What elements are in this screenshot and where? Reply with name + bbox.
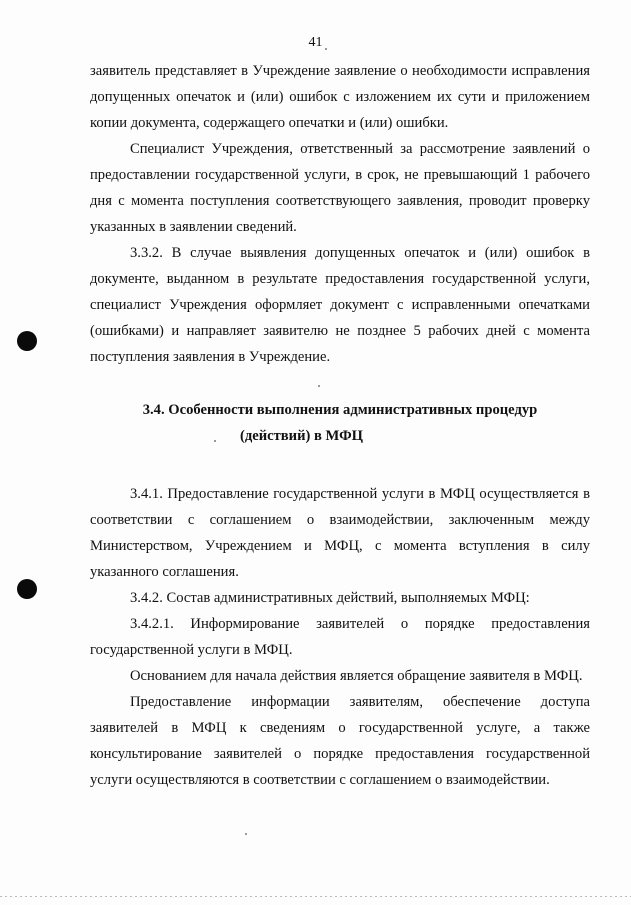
paragraph-continuation: заявитель представляет в Учреждение заявление о необходимости исправления допущенных опечаток и (или) ошибок с изложением их сути и приложением копии документа, содержащего опечатки и (или) ошибки.: [90, 63, 590, 131]
paragraph-basis: Основанием для начала действия является обращение заявителя в МФЦ.: [130, 668, 583, 684]
paragraph-provision: Предоставление информации заявителям, обеспечение доступа заявителей в МФЦ к сведениям о государственной услуге, а также консультирование заявителей о порядке предоставления государственной услуги осуществляются в соответствии с соглашением о взаимодействии.: [90, 694, 590, 788]
scan-speck: [325, 48, 327, 50]
scan-speck: [318, 385, 320, 387]
section-heading-line-2: (действий) в МФЦ: [240, 428, 363, 444]
scan-speck: [245, 833, 247, 835]
paragraph-3-4-1: 3.4.1. Предоставление государственной услуги в МФЦ осуществляется в соответствии с соглашением о взаимодействии, заключенным между Министерством, Учреждением и МФЦ, с момента вступления в силу указанного соглашения.: [90, 486, 590, 580]
text-block-lower: [90, 481, 590, 793]
section-heading-line-1: 3.4. Особенности выполнения административных процедур: [142, 402, 538, 418]
binder-hole-upper: [17, 331, 37, 351]
binder-hole-lower: [17, 579, 37, 599]
paragraph-3-3-2: 3.3.2. В случае выявления допущенных опечаток и (или) ошибок в документе, выданном в результате предоставления государственной услуги, специалист Учреждения оформляет документ с исправленными опечатками (ошибками) и направляет заявителю не позднее 5 рабочих дней с момента поступления заявления в Учреждение.: [90, 245, 590, 365]
paragraph-3-4-2-1: 3.4.2.1. Информирование заявителей о порядке предоставления государственной услуги в МФЦ.: [90, 616, 590, 658]
paragraph-specialist: Специалист Учреждения, ответственный за рассмотрение заявлений о предоставлении государственной услуги, в срок, не превышающий 1 рабочего дня с момента поступления соответствующего заявления, проводит проверку указанных в заявлении сведений.: [90, 141, 590, 235]
text-block-upper: [90, 58, 590, 370]
scan-speck: [214, 440, 216, 442]
section-heading: [90, 397, 590, 449]
paragraph-3-4-2: 3.4.2. Состав административных действий, выполняемых МФЦ:: [130, 590, 530, 606]
scan-edge-line: [0, 896, 631, 897]
page-number: 41: [308, 35, 323, 50]
